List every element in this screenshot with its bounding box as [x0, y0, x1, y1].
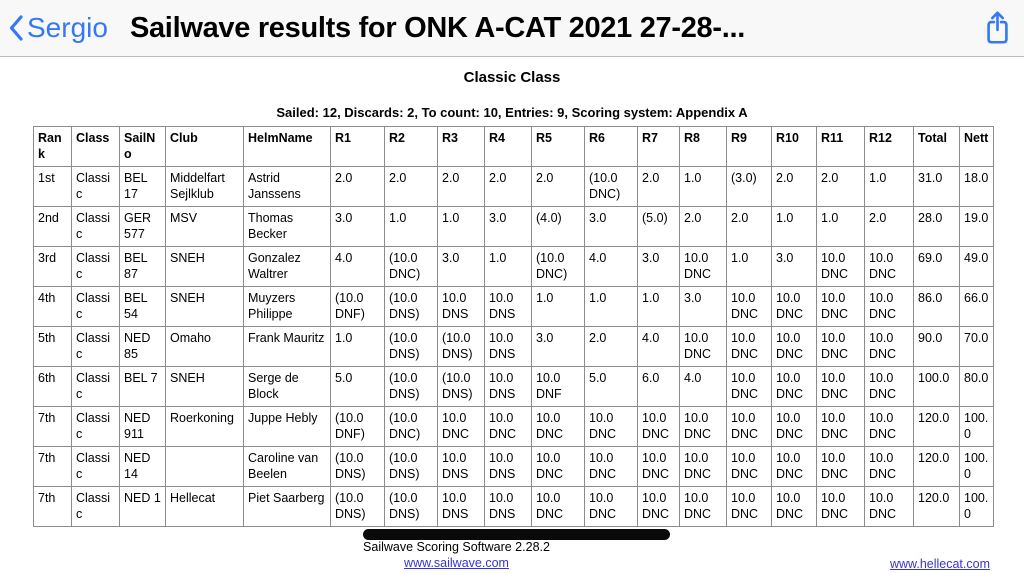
cell: 2.0 — [680, 207, 727, 247]
cell: SNEH — [166, 247, 244, 287]
column-header-class: Class — [72, 127, 120, 167]
cell: 10.0 DNC — [438, 407, 485, 447]
cell: 1.0 — [772, 207, 817, 247]
cell: Frank Mauritz — [244, 327, 331, 367]
table-row — [34, 327, 994, 367]
cell: Serge de Block — [244, 367, 331, 407]
cell: (10.0 DNS) — [385, 287, 438, 327]
cell: 1.0 — [680, 167, 727, 207]
software-version-text: Sailwave Scoring Software 2.28.2 — [363, 540, 550, 554]
results-table — [33, 126, 994, 527]
cell: Classic — [72, 407, 120, 447]
cell: 5th — [34, 327, 72, 367]
cell: 4.0 — [638, 327, 680, 367]
cell: Classic — [72, 327, 120, 367]
page-footer — [33, 540, 990, 573]
results-tbody — [34, 167, 994, 527]
cell: 10.0 DNC — [865, 407, 914, 447]
cell: SNEH — [166, 367, 244, 407]
cell: (10.0 DNS) — [385, 327, 438, 367]
cell: 2.0 — [817, 167, 865, 207]
cell: 5.0 — [585, 367, 638, 407]
cell: (10.0 DNF) — [331, 407, 385, 447]
cell: Hellecat — [166, 487, 244, 527]
cell: 120.0 — [914, 487, 960, 527]
cell: 10.0 DNC — [865, 447, 914, 487]
series-summary: Sailed: 12, Discards: 2, To count: 10, Entries: 9, Scoring system: Appendix A — [276, 105, 748, 120]
cell: 2.0 — [532, 167, 585, 207]
cell: 7th — [34, 407, 72, 447]
results-page — [0, 57, 1024, 573]
cell: 31.0 — [914, 167, 960, 207]
cell: 10.0 DNC — [485, 407, 532, 447]
cell: 2.0 — [331, 167, 385, 207]
cell: BEL 54 — [120, 287, 166, 327]
cell: GER 577 — [120, 207, 166, 247]
cell: 10.0 DNC — [817, 407, 865, 447]
home-indicator[interactable] — [363, 529, 670, 540]
cell: (10.0 DNC) — [532, 247, 585, 287]
cell: 3.0 — [585, 207, 638, 247]
cell: 2.0 — [772, 167, 817, 207]
table-row — [34, 447, 994, 487]
cell: 19.0 — [960, 207, 994, 247]
cell: (10.0 DNS) — [331, 487, 385, 527]
cell: 10.0 DNC — [817, 367, 865, 407]
cell: NED 14 — [120, 447, 166, 487]
cell: 2.0 — [638, 167, 680, 207]
share-icon — [983, 9, 1012, 47]
cell: 2nd — [34, 207, 72, 247]
cell: MSV — [166, 207, 244, 247]
cell: Classic — [72, 487, 120, 527]
share-button[interactable] — [975, 9, 1024, 47]
cell: 69.0 — [914, 247, 960, 287]
cell: 10.0 DNS — [485, 287, 532, 327]
cell: 6th — [34, 367, 72, 407]
cell: 10.0 DNC — [638, 407, 680, 447]
cell: 2.0 — [485, 167, 532, 207]
cell: 10.0 DNC — [727, 367, 772, 407]
cell: 10.0 DNS — [485, 447, 532, 487]
column-header-r7: R7 — [638, 127, 680, 167]
cell: 100.0 — [960, 407, 994, 447]
cell: (10.0 DNS) — [385, 447, 438, 487]
cell: 1.0 — [438, 207, 485, 247]
cell: 10.0 DNF — [532, 367, 585, 407]
cell: 10.0 DNC — [865, 247, 914, 287]
cell: 6.0 — [638, 367, 680, 407]
cell: 10.0 DNC — [680, 487, 727, 527]
cell: 10.0 DNC — [638, 447, 680, 487]
cell: 10.0 DNC — [772, 287, 817, 327]
cell: (3.0) — [727, 167, 772, 207]
cell: 66.0 — [960, 287, 994, 327]
cell: 90.0 — [914, 327, 960, 367]
cell: 10.0 DNC — [680, 327, 727, 367]
back-button[interactable] — [0, 12, 108, 44]
table-row — [34, 287, 994, 327]
cell: 1st — [34, 167, 72, 207]
cell: 10.0 DNC — [680, 447, 727, 487]
cell: Classic — [72, 287, 120, 327]
cell: 10.0 DNC — [638, 487, 680, 527]
column-header-r5: R5 — [532, 127, 585, 167]
cell: 10.0 DNS — [485, 367, 532, 407]
cell: (4.0) — [532, 207, 585, 247]
cell: 10.0 DNC — [532, 487, 585, 527]
cell: 1.0 — [638, 287, 680, 327]
cell: 10.0 DNC — [865, 487, 914, 527]
cell: (5.0) — [638, 207, 680, 247]
cell: 18.0 — [960, 167, 994, 207]
cell: 1.0 — [817, 207, 865, 247]
cell — [166, 447, 244, 487]
header-row — [34, 127, 994, 167]
cell: BEL 7 — [120, 367, 166, 407]
cell: 10.0 DNC — [865, 367, 914, 407]
table-row — [34, 407, 994, 447]
column-header-r10: R10 — [772, 127, 817, 167]
navigation-bar — [0, 0, 1024, 57]
cell: (10.0 DNS) — [438, 367, 485, 407]
cell: 10.0 DNC — [772, 367, 817, 407]
cell: 10.0 DNC — [817, 487, 865, 527]
cell: NED 911 — [120, 407, 166, 447]
column-header-r11: R11 — [817, 127, 865, 167]
cell: 10.0 DNS — [438, 287, 485, 327]
cell: 2.0 — [865, 207, 914, 247]
cell: Piet Saarberg — [244, 487, 331, 527]
table-row — [34, 167, 994, 207]
cell: Omaho — [166, 327, 244, 367]
cell: 86.0 — [914, 287, 960, 327]
column-header-sailno: SailNo — [120, 127, 166, 167]
column-header-r2: R2 — [385, 127, 438, 167]
cell: (10.0 DNC) — [385, 407, 438, 447]
cell: 1.0 — [485, 247, 532, 287]
column-header-r3: R3 — [438, 127, 485, 167]
cell: 4.0 — [680, 367, 727, 407]
column-header-r9: R9 — [727, 127, 772, 167]
cell: 10.0 DNC — [772, 487, 817, 527]
cell: NED 85 — [120, 327, 166, 367]
column-header-r8: R8 — [680, 127, 727, 167]
cell: 3.0 — [438, 247, 485, 287]
cell: BEL 17 — [120, 167, 166, 207]
column-header-club: Club — [166, 127, 244, 167]
cell: 3.0 — [532, 327, 585, 367]
cell: 10.0 DNC — [865, 287, 914, 327]
cell: 3.0 — [485, 207, 532, 247]
table-row — [34, 487, 994, 527]
cell: 10.0 DNS — [485, 487, 532, 527]
cell: 1.0 — [331, 327, 385, 367]
cell: 3.0 — [331, 207, 385, 247]
cell: 10.0 DNC — [772, 407, 817, 447]
column-header-helmname: HelmName — [244, 127, 331, 167]
cell: 10.0 DNS — [438, 487, 485, 527]
cell: Classic — [72, 247, 120, 287]
cell: Classic — [72, 447, 120, 487]
cell: 10.0 DNC — [817, 287, 865, 327]
column-header-total: Total — [914, 127, 960, 167]
page-title: Sailwave results for ONK A-CAT 2021 27-28-... — [129, 11, 745, 44]
cell: 1.0 — [865, 167, 914, 207]
cell: 10.0 DNC — [727, 447, 772, 487]
class-heading: Classic Class — [463, 69, 561, 86]
cell: 10.0 DNC — [817, 247, 865, 287]
cell: 3rd — [34, 247, 72, 287]
cell: (10.0 DNS) — [385, 367, 438, 407]
cell: Classic — [72, 167, 120, 207]
cell: 3.0 — [680, 287, 727, 327]
cell: 10.0 DNC — [585, 407, 638, 447]
cell: (10.0 DNS) — [438, 327, 485, 367]
column-header-nett: Nett — [960, 127, 994, 167]
column-header-rank: Rank — [34, 127, 72, 167]
cell: (10.0 DNC) — [585, 167, 638, 207]
cell: BEL 87 — [120, 247, 166, 287]
cell: 10.0 DNC — [680, 247, 727, 287]
chevron-left-icon — [7, 12, 25, 44]
cell: 100.0 — [960, 447, 994, 487]
cell: Muyzers Philippe — [244, 287, 331, 327]
cell: 10.0 DNC — [727, 287, 772, 327]
cell: 10.0 DNS — [485, 327, 532, 367]
cell: 100.0 — [914, 367, 960, 407]
column-header-r12: R12 — [865, 127, 914, 167]
cell: 10.0 DNC — [772, 327, 817, 367]
cell: NED 1 — [120, 487, 166, 527]
cell: 4th — [34, 287, 72, 327]
cell: 10.0 DNC — [585, 447, 638, 487]
cell: 49.0 — [960, 247, 994, 287]
cell: 2.0 — [438, 167, 485, 207]
cell: Thomas Becker — [244, 207, 331, 247]
cell: 1.0 — [532, 287, 585, 327]
cell: 80.0 — [960, 367, 994, 407]
cell: 10.0 DNC — [532, 447, 585, 487]
cell: Classic — [72, 367, 120, 407]
cell: 100.0 — [960, 487, 994, 527]
cell: 1.0 — [585, 287, 638, 327]
cell: (10.0 DNF) — [331, 287, 385, 327]
cell: Middelfart Sejlklub — [166, 167, 244, 207]
cell: 5.0 — [331, 367, 385, 407]
cell: (10.0 DNS) — [385, 487, 438, 527]
back-button-label: Sergio — [27, 12, 108, 43]
cell: 2.0 — [385, 167, 438, 207]
cell: Juppe Hebly — [244, 407, 331, 447]
cell: 120.0 — [914, 407, 960, 447]
sailwave-link[interactable]: www.sailwave.com — [404, 556, 509, 570]
cell: (10.0 DNS) — [331, 447, 385, 487]
cell: 10.0 DNC — [532, 407, 585, 447]
cell: 70.0 — [960, 327, 994, 367]
cell: Astrid Janssens — [244, 167, 331, 207]
column-header-r6: R6 — [585, 127, 638, 167]
cell: 2.0 — [727, 207, 772, 247]
table-row — [34, 367, 994, 407]
cell: 10.0 DNC — [727, 327, 772, 367]
cell: Roerkoning — [166, 407, 244, 447]
cell: 1.0 — [385, 207, 438, 247]
cell: 7th — [34, 487, 72, 527]
cell: (10.0 DNC) — [385, 247, 438, 287]
cell: Caroline van Beelen — [244, 447, 331, 487]
table-row — [34, 207, 994, 247]
cell: 1.0 — [727, 247, 772, 287]
cell: 10.0 DNC — [865, 327, 914, 367]
cell: 2.0 — [585, 327, 638, 367]
cell: 3.0 — [638, 247, 680, 287]
column-header-r1: R1 — [331, 127, 385, 167]
cell: 7th — [34, 447, 72, 487]
cell: 10.0 DNS — [438, 447, 485, 487]
column-header-r4: R4 — [485, 127, 532, 167]
cell: Gonzalez Waltrer — [244, 247, 331, 287]
cell: SNEH — [166, 287, 244, 327]
cell: 10.0 DNC — [585, 487, 638, 527]
cell: 10.0 DNC — [817, 327, 865, 367]
cell: 3.0 — [772, 247, 817, 287]
cell: 4.0 — [331, 247, 385, 287]
cell: 4.0 — [585, 247, 638, 287]
cell: 10.0 DNC — [772, 447, 817, 487]
cell: 28.0 — [914, 207, 960, 247]
cell: 10.0 DNC — [727, 407, 772, 447]
hellecat-link[interactable]: www.hellecat.com — [889, 557, 990, 571]
cell: Classic — [72, 207, 120, 247]
table-row — [34, 247, 994, 287]
cell: 120.0 — [914, 447, 960, 487]
cell: 10.0 DNC — [817, 447, 865, 487]
cell: 10.0 DNC — [727, 487, 772, 527]
cell: 10.0 DNC — [680, 407, 727, 447]
